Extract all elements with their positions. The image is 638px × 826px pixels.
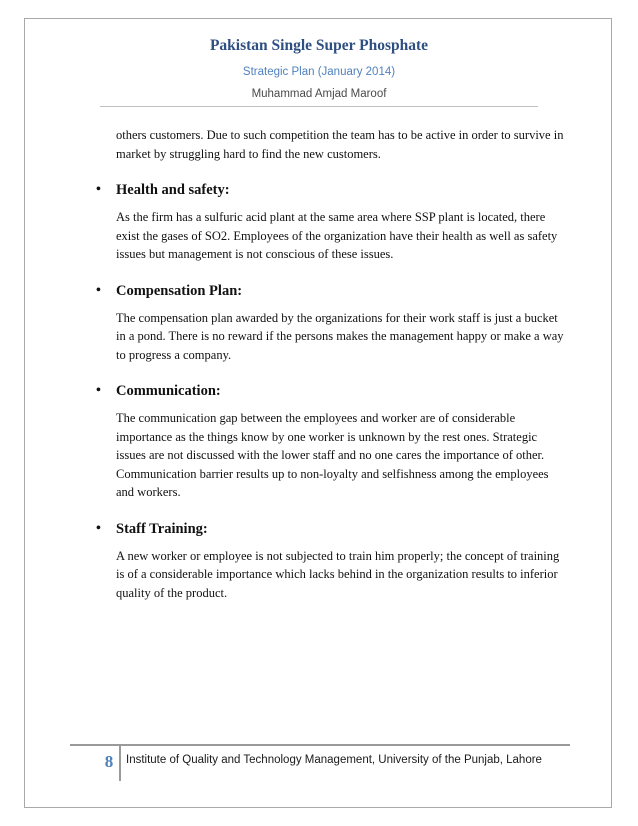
section-heading-staff-training (96, 519, 566, 539)
section-paragraph-compensation-plan: The compensation plan awarded by the organizations for their work staff is just a bucket in a pond. There is no reward if the persons makes the management happy or make a way to progress a company. (116, 310, 564, 362)
bullet-icon: • (96, 182, 101, 197)
page-body (96, 126, 566, 602)
intro-paragraph: others customers. Due to such competition the team has to be active in order to survive in market by struggling hard to find the new customers. (116, 128, 564, 161)
section-heading-text: Compensation Plan: (116, 282, 243, 299)
header-divider (100, 106, 538, 107)
bullet-icon: • (96, 383, 101, 398)
footer-institution: Institute of Quality and Technology Management, University of the Punjab, Lahore (126, 754, 542, 766)
document-author: Muhammad Amjad Maroof (251, 88, 387, 100)
section-heading-compensation-plan (96, 281, 566, 301)
section-paragraph-communication: The communication gap between the employees and worker are of considerable importance as the things know by one worker is unknown by the rest ones. Strategic issues are not discussed with the lower staff and no one cares the importance of other. Communication barrier results up to non-loyalty and selfishness among the employees and workers. (116, 411, 549, 499)
page-number: 8 (104, 752, 114, 771)
section-heading-health-safety (96, 180, 566, 200)
section-paragraph-health-safety: As the firm has a sulfuric acid plant at the same area where SSP plant is located, there exist the gases of SO2. Employees of the organization have their health as well as safety issues but management is not conscious of these issues. (116, 210, 558, 261)
section-heading-text: Health and safety: (116, 182, 230, 198)
section-heading-text: Staff Training: (116, 520, 208, 537)
footer-vertical-divider (119, 745, 121, 781)
bullet-icon: • (96, 520, 101, 536)
section-paragraph-staff-training: A new worker or employee is not subjected to train him properly; the concept of training is of a considerable importance which lacks behind in the organization results to inferior quality of the product. (116, 548, 560, 600)
section-heading-communication (96, 381, 566, 401)
document-subtitle: Strategic Plan (January 2014) (242, 66, 396, 78)
bullet-icon: • (96, 282, 101, 298)
page-header (0, 18, 638, 102)
document-title: Pakistan Single Super Phosphate (209, 37, 429, 54)
footer-divider (70, 744, 570, 746)
section-heading-text: Communication: (116, 383, 221, 399)
